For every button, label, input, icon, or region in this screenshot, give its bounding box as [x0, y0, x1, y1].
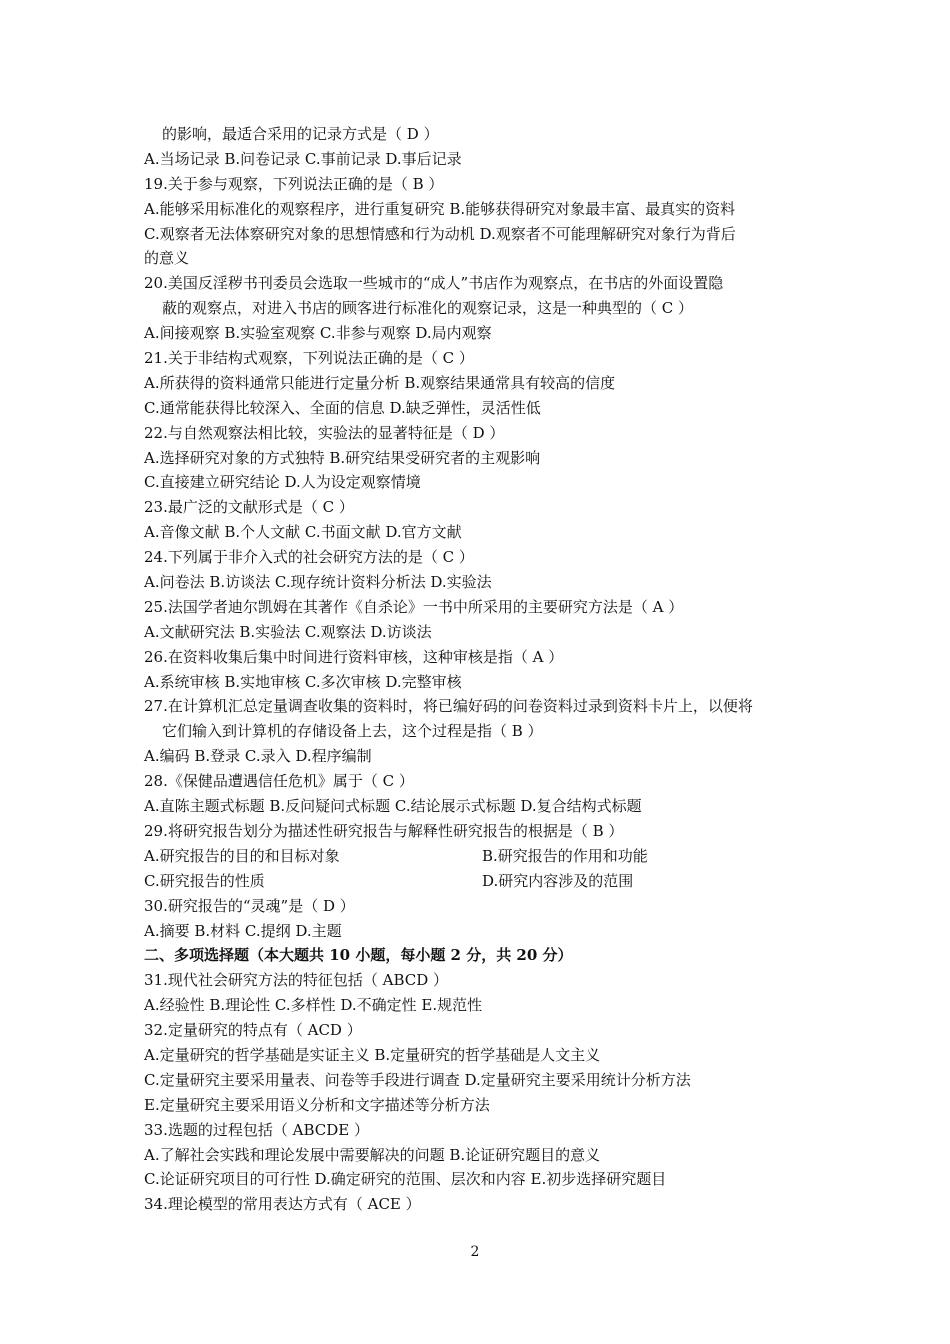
text-line: 30.研究报告的“灵魂”是（ D ） — [144, 896, 355, 915]
text-line: 的影响，最适合采用的记录方式是（ D ） — [162, 125, 439, 143]
text-line: 蔽的观察点，对进入书店的顾客进行标准化的观察记录，这是一种典型的（ C ） — [162, 299, 694, 318]
text-line: 31.现代社会研究方法的特征包括（ ABCD ） — [144, 971, 449, 990]
option-left: A.研究报告的目的和目标对象 — [144, 846, 340, 865]
section-heading: 二、多项选择题（本大题共 10 小题，每小题 2 分，共 20 分） — [144, 946, 573, 965]
text-line: A.所获得的资料通常只能进行定量分析 B.观察结果通常具有较高的信度 — [144, 373, 616, 392]
text-line: 28.《保健品遭遇信任危机》属于（ C ） — [144, 772, 414, 791]
option-right: B.研究报告的作用和功能 — [482, 846, 648, 865]
text-line: 27.在计算机汇总定量调查收集的资料时，将已编好码的问卷资料过录到资料卡片上，以便将 — [144, 697, 753, 716]
text-line: 29.将研究报告划分为描述性研究报告与解释性研究报告的根据是（ B ） — [144, 821, 624, 840]
text-line: E.定量研究主要采用语义分析和文字描述等分析方法 — [144, 1095, 490, 1114]
option-left: C.研究报告的性质 — [144, 871, 265, 890]
text-line: C.通常能获得比较深入、全面的信息 D.缺乏弹性，灵活性低 — [144, 398, 541, 417]
text-line: 19.关于参与观察，下列说法正确的是（ B ） — [144, 174, 444, 193]
text-line: A.音像文献 B.个人文献 C.书面文献 D.官方文献 — [144, 523, 462, 542]
text-line: C.直接建立研究结论 D.人为设定观察情境 — [144, 473, 421, 492]
text-line: 22.与自然观察法相比较，实验法的显著特征是（ D ） — [144, 423, 505, 442]
text-line: 24.下列属于非介入式的社会研究方法的是（ C ） — [144, 548, 474, 567]
text-line: A.直陈主题式标题 B.反问疑问式标题 C.结论展示式标题 D.复合结构式标题 — [144, 797, 642, 816]
text-line: 它们输入到计算机的存储设备上去，这个过程是指（ B ） — [162, 722, 543, 741]
text-line: A.选择研究对象的方式独特 B.研究结果受研究者的主观影响 — [144, 448, 541, 467]
text-line: 32.定量研究的特点有（ ACD ） — [144, 1021, 362, 1040]
text-line: A.编码 B.登录 C.录入 D.程序编制 — [144, 747, 372, 766]
text-line: 23.最广泛的文献形式是（ C ） — [144, 498, 354, 517]
option-row — [144, 844, 814, 869]
text-line: A.当场记录 B.问卷记录 C.事前记录 D.事后记录 — [144, 149, 462, 168]
text-line: A.系统审核 B.实地审核 C.多次审核 D.完整审核 — [144, 672, 462, 691]
text-line: A.经验性 B.理论性 C.多样性 D.不确定性 E.规范性 — [144, 996, 483, 1015]
text-line: A.摘要 B.材料 C.提纲 D.主题 — [144, 921, 342, 940]
option-row — [144, 869, 814, 894]
text-line: C.观察者无法体察研究对象的思想情感和行为动机 D.观察者不可能理解研究对象行为背后 — [144, 224, 736, 243]
text-line: 20.美国反淫秽书刊委员会选取一些城市的“成人”书店作为观察点，在书店的外面设置隐 — [144, 274, 724, 293]
text-line: A.了解社会实践和理论发展中需要解决的问题 B.论证研究题目的意义 — [144, 1145, 601, 1164]
text-line: 21.关于非结构式观察，下列说法正确的是（ C ） — [144, 349, 474, 368]
text-line: A.定量研究的哲学基础是实证主义 B.定量研究的哲学基础是人文主义 — [144, 1045, 601, 1064]
text-line: 25.法国学者迪尔凯姆在其著作《自杀论》一书中所采用的主要研究方法是（ A ） — [144, 597, 684, 616]
text-line: 26.在资料收集后集中时间进行资料审核，这种审核是指（ A ） — [144, 647, 564, 666]
text-line: A.间接观察 B.实验室观察 C.非参与观察 D.局内观察 — [144, 324, 492, 343]
text-line: 33.选题的过程包括（ ABCDE ） — [144, 1120, 369, 1139]
text-line: 的意义 — [144, 249, 190, 268]
text-line: A.能够采用标准化的观察程序，进行重复研究 B.能够获得研究对象最丰富、最真实的资料 — [144, 199, 736, 218]
text-line: A.文献研究法 B.实验法 C.观察法 D.访谈法 — [144, 622, 432, 641]
text-line: A.问卷法 B.访谈法 C.现存统计资料分析法 D.实验法 — [144, 573, 492, 592]
option-right: D.研究内容涉及的范围 — [482, 871, 634, 890]
page-number: 2 — [470, 1244, 480, 1260]
document-body — [144, 122, 814, 1217]
text-line: C.论证研究项目的可行性 D.确定研究的范围、层次和内容 E.初步选择研究题目 — [144, 1170, 667, 1189]
text-line: 34.理论模型的常用表达方式有（ ACE ） — [144, 1195, 421, 1214]
text-line: C.定量研究主要采用量表、问卷等手段进行调查 D.定量研究主要采用统计分析方法 — [144, 1070, 691, 1089]
